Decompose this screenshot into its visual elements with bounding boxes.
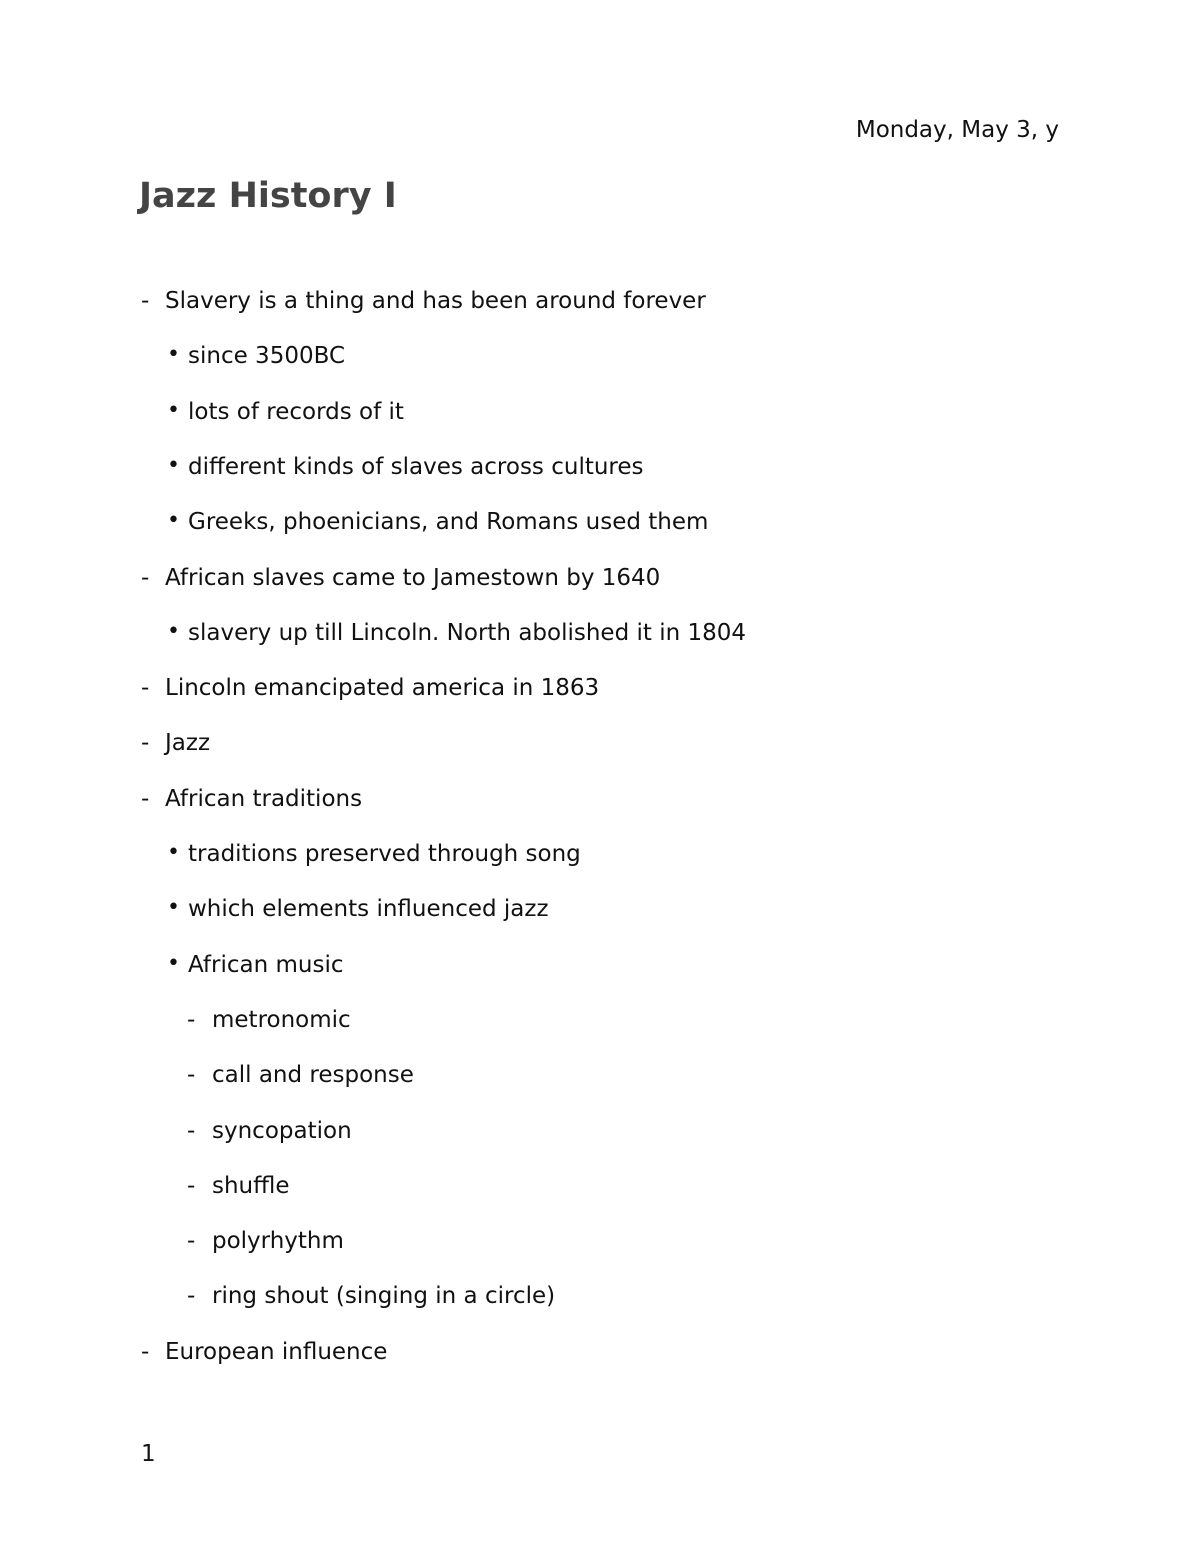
- outline-item-text: African slaves came to Jamestown by 1640: [165, 564, 661, 591]
- dash-marker: -: [141, 1338, 150, 1365]
- bullet-marker: •: [167, 950, 180, 976]
- outline-item-text: slavery up till Lincoln. North abolished it in 1804: [188, 619, 747, 646]
- outline-item-text: Slavery is a thing and has been around forever: [165, 288, 706, 314]
- dash-marker: -: [141, 785, 150, 812]
- outline-item-text: European influence: [165, 1338, 388, 1365]
- outline-item-text: syncopation: [212, 1117, 352, 1144]
- dash-marker: -: [187, 1006, 196, 1033]
- bullet-marker: •: [167, 618, 180, 644]
- outline-item-text: shuffle: [212, 1172, 290, 1199]
- bullet-marker: •: [167, 508, 180, 534]
- outline-item-text: lots of records of it: [188, 398, 404, 425]
- dash-marker: -: [187, 1228, 196, 1255]
- document-date: Monday, May 3, y: [855, 117, 1059, 143]
- document-title: Jazz History I: [139, 176, 397, 216]
- bullet-marker: •: [167, 452, 180, 478]
- outline-item-text: metronomic: [212, 1006, 351, 1033]
- outline-item-text: which elements influenced jazz: [188, 896, 549, 923]
- outline-item-text: African music: [188, 951, 344, 978]
- bullet-marker: •: [167, 840, 180, 865]
- bullet-marker: •: [167, 342, 180, 368]
- dash-marker: -: [141, 564, 150, 591]
- outline-item-text: ring shout (singing in a circle): [212, 1283, 556, 1310]
- outline-item-text: Jazz: [165, 730, 211, 757]
- page-number: 1: [141, 1441, 156, 1467]
- dash-marker: -: [187, 1283, 196, 1310]
- outline-item-text: Greeks, phoenicians, and Romans used them: [188, 509, 709, 536]
- outline-item-text: call and response: [212, 1062, 414, 1089]
- dash-marker: -: [141, 675, 150, 702]
- outline-item-text: Lincoln emancipated america in 1863: [165, 675, 600, 702]
- dash-marker: -: [141, 730, 150, 757]
- bullet-marker: •: [167, 397, 180, 423]
- dash-marker: -: [187, 1117, 196, 1144]
- bullet-marker: •: [167, 895, 180, 921]
- outline-item-text: traditions preserved through song: [188, 841, 581, 867]
- dash-marker: -: [187, 1062, 196, 1089]
- outline-item-text: African traditions: [165, 785, 363, 812]
- outline-item-text: polyrhythm: [212, 1228, 344, 1255]
- outline-item-text: different kinds of slaves across cultures: [188, 453, 644, 480]
- dash-marker: -: [141, 288, 150, 314]
- outline-item-text: since 3500BC: [188, 343, 346, 370]
- dash-marker: -: [187, 1172, 196, 1199]
